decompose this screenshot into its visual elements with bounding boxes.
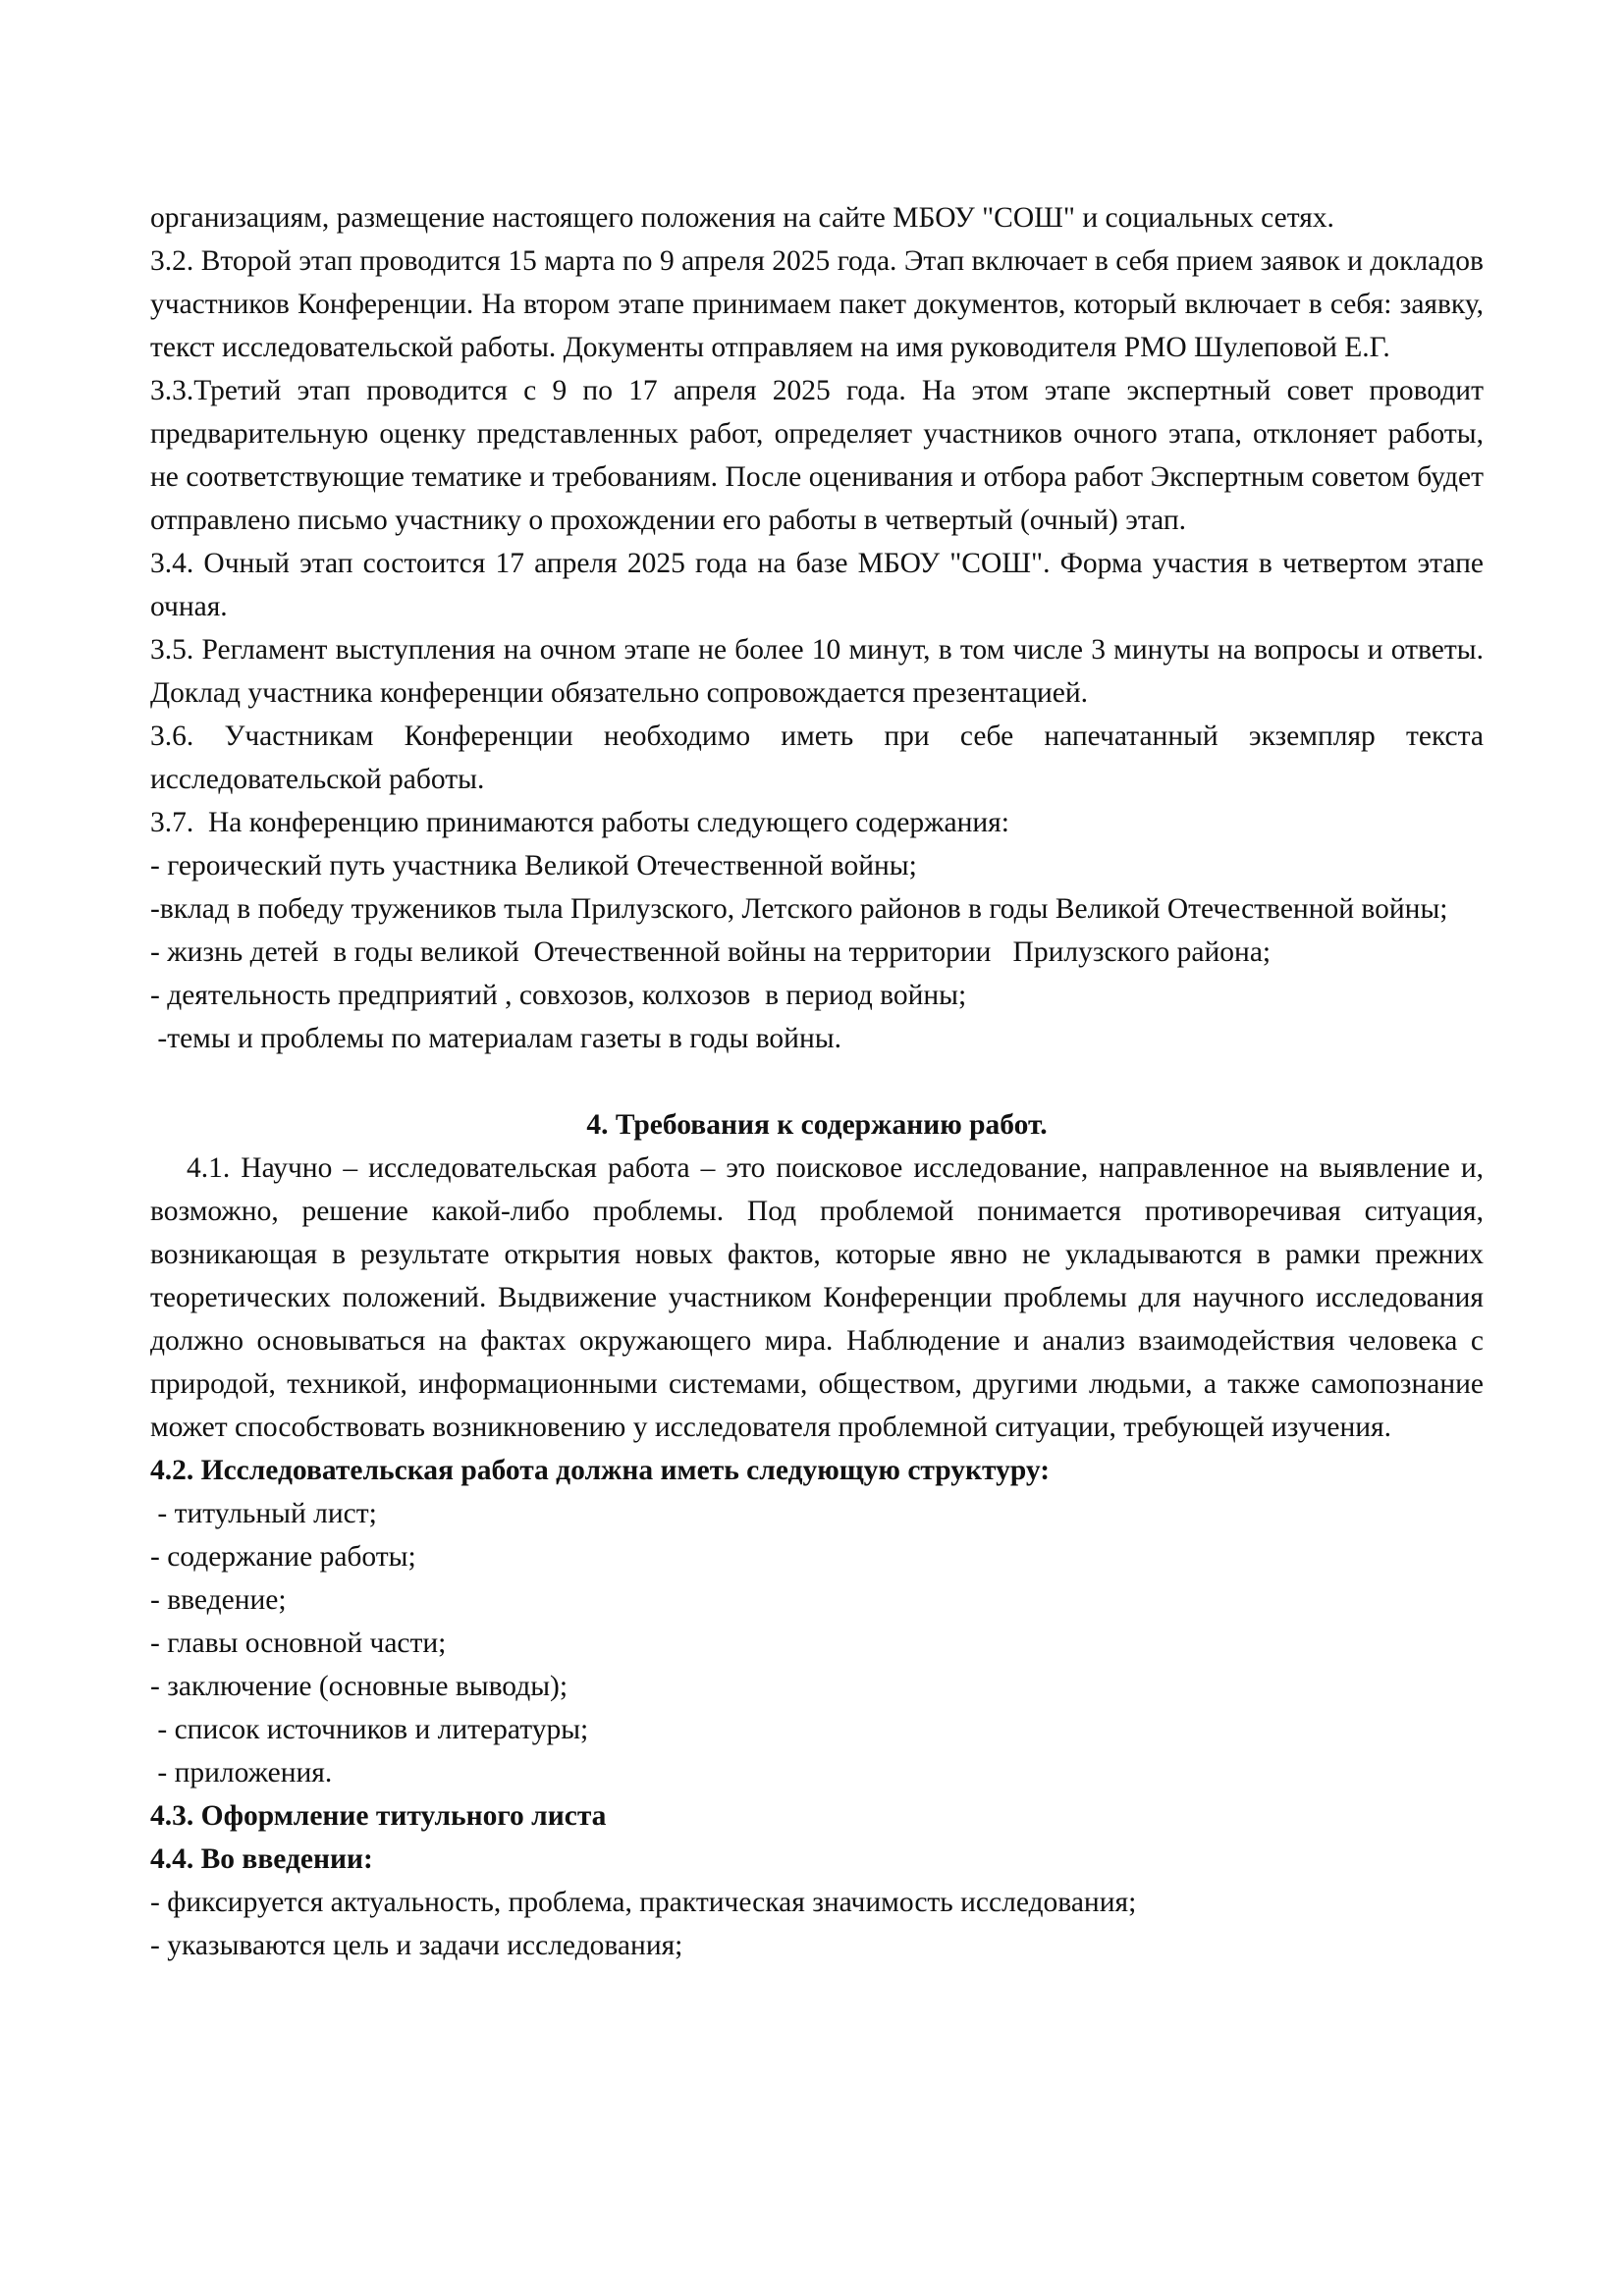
subsection-heading-4-2: 4.2. Исследовательская работа должна иметь следующую структуру:	[150, 1455, 1051, 1486]
list-item: - фиксируется актуальность, проблема, практическая значимость исследования;	[150, 1887, 1137, 1918]
list-item: - деятельность предприятий , совхозов, колхозов в период войны;	[150, 980, 967, 1011]
list-item: - героический путь участника Великой Отечественной войны;	[150, 850, 917, 881]
list-item: - список источников и литературы;	[150, 1714, 589, 1745]
document-page	[150, 196, 1484, 1967]
list-item: - главы основной части;	[150, 1628, 447, 1659]
list-item: - содержание работы;	[150, 1541, 416, 1573]
list-item: - введение;	[150, 1584, 287, 1616]
list-item: - указываются цель и задачи исследования;	[150, 1930, 683, 1961]
paragraph-3-2: 3.2. Второй этап проводится 15 марта по 9 апреля 2025 года. Этап включает в себя прием заявок и докладов участников Конференции. На втором этапе принимаем пакет документов, который включает в себя: заявку, текст исследовательской работы. Документы отправляем на имя руководителя РМО Шулеповой Е.Г.	[150, 245, 1484, 363]
subsection-heading-4-3: 4.3. Оформление титульного листа	[150, 1800, 607, 1832]
paragraph-3-4: 3.4. Очный этап состоится 17 апреля 2025 года на базе МБОУ "СОШ". Форма участия в четвертом этапе очная.	[150, 548, 1484, 622]
paragraph-3-6: 3.6. Участникам Конференции необходимо иметь при себе напечатанный экземпляр текста исследовательской работы.	[150, 721, 1484, 795]
list-item: - жизнь детей в годы великой Отечественной войны на территории Прилузского района;	[150, 936, 1272, 968]
list-item: - приложения.	[150, 1757, 333, 1789]
paragraph-3-5: 3.5. Регламент выступления на очном этапе не более 10 минут, в том числе 3 минуты на вопросы и ответы. Доклад участника конференции обязательно сопровождается презентацией.	[150, 634, 1484, 709]
subsection-heading-4-4: 4.4. Во введении:	[150, 1843, 373, 1875]
list-item: - заключение (основные выводы);	[150, 1671, 568, 1702]
list-item: - титульный лист;	[150, 1498, 377, 1529]
paragraph-intro-continuation: организациям, размещение настоящего положения на сайте МБОУ "СОШ" и социальных сетях.	[150, 202, 1334, 234]
section-heading: 4. Требования к содержанию работ.	[586, 1109, 1048, 1141]
list-item: -темы и проблемы по материалам газеты в годы войны.	[150, 1023, 841, 1054]
paragraph-3-7: 3.7. На конференцию принимаются работы следующего содержания:	[150, 807, 1009, 838]
paragraph-4-1: 4.1. Научно – исследовательская работа – это поисковое исследование, направленное на выявление и, возможно, решение какой-либо проблемы. Под проблемой понимается противоречивая ситуация, возникающая в результате открытия новых фактов, которые явно не укладываются в рамки прежних теоретических положений. Выдвижение участником Конференции проблемы для научного исследования должно основываться на фактах окружающего мира. Наблюдение и анализ взаимодействия человека с природой, техникой, информационными системами, обществом, другими людьми, а также самопознание может способствовать возникновению у исследователя проблемной ситуации, требующей изучения.	[150, 1152, 1484, 1443]
list-item: -вклад в победу тружеников тыла Прилузского, Летского районов в годы Великой Отечественной войны;	[150, 893, 1448, 925]
paragraph-3-3: 3.3.Третий этап проводится с 9 по 17 апреля 2025 года. На этом этапе экспертный совет проводит предварительную оценку представленных работ, определяет участников очного этапа, отклоняет работы, не соответствующие тематике и требованиям. После оценивания и отбора работ Экспертным советом будет отправлено письмо участнику о прохождении его работы в четвертый (очный) этап.	[150, 375, 1484, 536]
